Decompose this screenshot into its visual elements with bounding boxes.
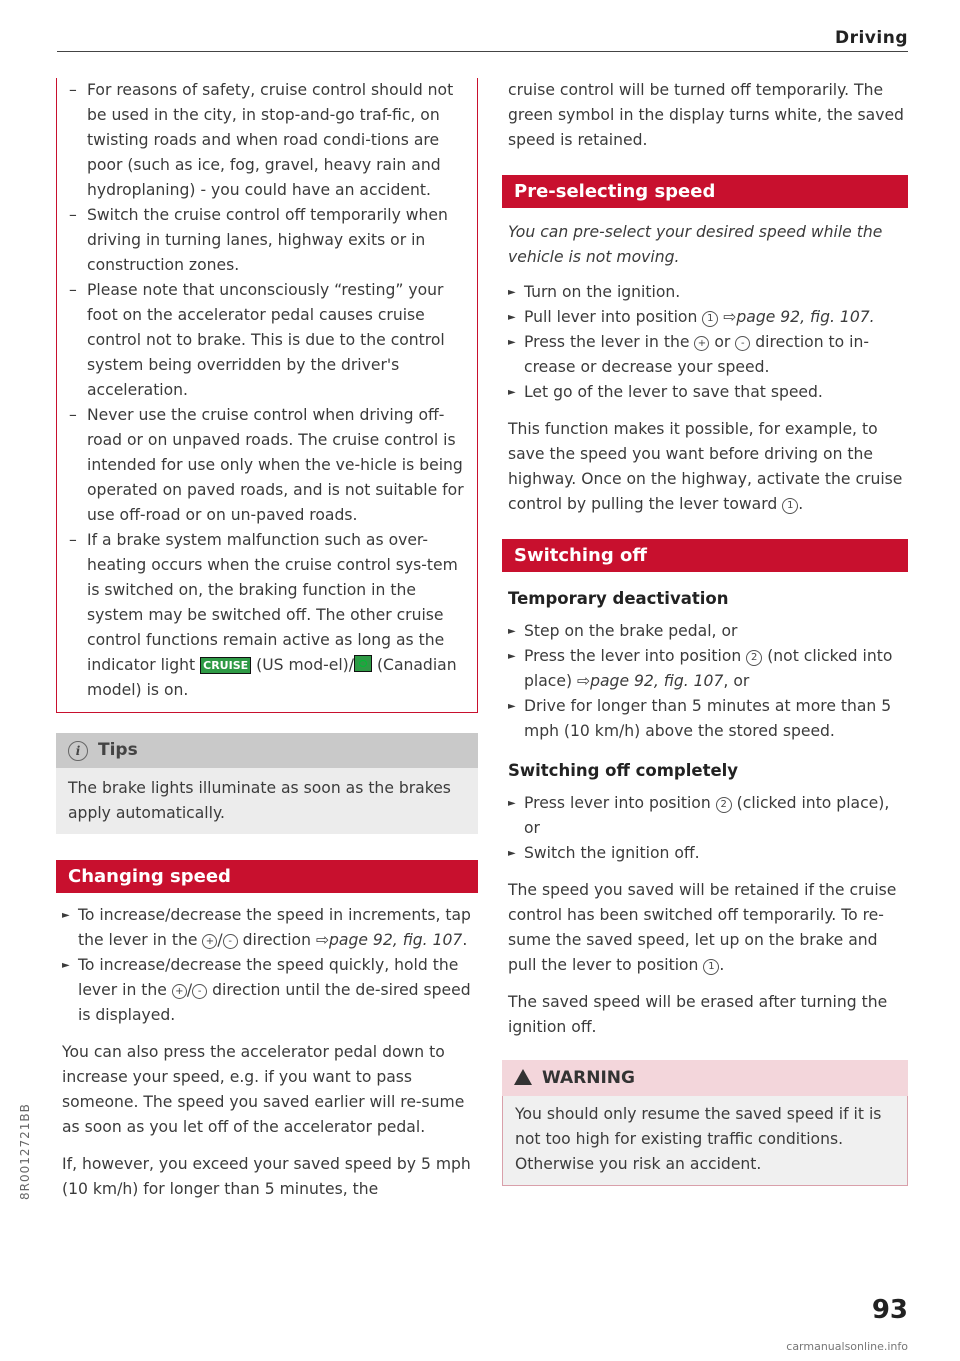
paragraph: The speed you saved will be retained if the cruise control has been switched off temporarily. To re-sume the saved speed, let up on the brake and pull the lever to position 1 . [508,881,897,974]
step-item: ► Turn on the ignition. [508,280,908,305]
step-item: ► Drive for longer than 5 minutes at more than 5 mph (10 km/h) above the stored speed. [508,694,908,744]
section-heading-pre-selecting-speed: Pre-selecting speed [502,175,908,208]
paragraph: cruise control will be turned off temporarily. The green symbol in the display turns white, the saved speed is retained. [508,81,904,149]
warning-continued-box [56,78,478,713]
document-code: 8R0012721BB [18,1103,32,1200]
tips-header: i Tips [56,733,478,768]
section-heading-switching-off: Switching off [502,539,908,572]
position-2-icon: 2 [746,650,762,666]
page-number: 93 [871,1295,908,1325]
page-reference[interactable]: page 92, fig. 107. [736,308,875,326]
step-item: ► Press lever into position 2 (clicked into place), or [508,791,908,841]
watermark: carmanualsonline.info [786,1340,908,1353]
arrow-ref-icon: ⇨ [723,308,737,326]
paragraph: The saved speed will be erased after turning the ignition off. [508,993,888,1036]
step-item: ► Step on the brake pedal, or [508,619,908,644]
minus-button-icon: - [223,934,238,949]
right-column [508,78,908,1186]
paragraph: If, however, you exceed your saved speed by 5 mph (10 km/h) for longer than 5 minutes, the [62,1155,471,1198]
section-heading-changing-speed: Changing speed [56,860,478,893]
warning-header: WARNING [502,1060,908,1096]
running-head: Driving [834,28,908,48]
warning-item: – Please note that unconsciously “resting” your foot on the accelerator pedal causes cruise control not to brake. This is due to the control system being overridden by the driver's acceleration. [69,278,467,403]
top-rule [57,51,908,52]
step-item: ► Let go of the lever to save that speed. [508,380,908,405]
step-item: ► To increase/decrease the speed quickly, hold the lever in the + / - direction until the de-sired speed is displayed. [62,953,478,1028]
paragraph: This function makes it possible, for example, to save the speed you want before driving on the highway. Once on the highway, activate the cruise control by pulling the lever toward 1 . [508,420,903,513]
warning-item: – Never use the cruise control when driving off-road or on unpaved roads. The cruise control is intended for use only when the ve-hicle is being operated on paved roads, and is not suitable for use off-road or on un-paved roads. [69,403,467,528]
position-2-icon: 2 [716,797,732,813]
pre-select-steps [508,280,908,405]
step-item: ► Pull lever into position 1 ⇨page 92, fig. 107. [508,305,908,330]
page-reference[interactable]: page 92, fig. 107 [590,672,724,690]
warning-item: – For reasons of safety, cruise control should not be used in the city, in stop-and-go traf-fic, on twisting roads and when road condi-tions are poor (such as ice, fog, gravel, heavy rain and hydroplaning) - you could have an accident. [69,78,467,203]
left-column [62,78,478,1202]
complete-switch-off-steps [508,791,908,866]
plus-button-icon: + [694,336,709,351]
cruise-indicator-icon: CRUISE [200,657,251,674]
minus-button-icon: - [192,984,207,999]
step-item: ► Press the lever into position 2 (not clicked into place) ⇨page 92, fig. 107, or [508,644,908,694]
intro-paragraph: You can pre-select your desired speed while the vehicle is not moving. [508,223,883,266]
step-item: ► To increase/decrease the speed in increments, tap the lever in the + / - direction ⇨page 92, fig. 107. [62,903,478,953]
plus-button-icon: + [172,984,187,999]
arrow-ref-icon: ⇨ [577,672,591,690]
subheading-switching-off-completely: Switching off completely [508,761,739,780]
warning-list [69,78,467,703]
paragraph: You can also press the accelerator pedal down to increase your speed, e.g. if you want to pass someone. The speed you saved earlier will re-sume as soon as you let off of the accelerator pedal. [62,1043,465,1136]
minus-button-icon: - [735,336,750,351]
warning-body: You should only resume the saved speed if it is not too high for existing traffic conditions. Otherwise you risk an accident. [502,1096,908,1186]
page-reference[interactable]: page 92, fig. 107 [329,931,463,949]
info-icon: i [68,741,88,761]
warning-item: – If a brake system malfunction such as over-heating occurs when the cruise control sys-tem is switched on, the braking function in the system may be switched off. The other cruise control functions remain active as long as the indicator light CRUISE (US mod-el)/ (Canadian model) is on. [69,528,467,703]
warning-item: – Switch the cruise control off temporarily when driving in turning lanes, highway exits or in construction zones. [69,203,467,278]
canadian-cruise-indicator-icon [354,655,372,672]
plus-button-icon: + [202,934,217,949]
arrow-ref-icon: ⇨ [315,931,330,949]
position-1-icon: 1 [782,498,798,514]
warning-triangle-icon [514,1069,532,1085]
step-item: ► Switch the ignition off. [508,841,908,866]
tips-body: The brake lights illuminate as soon as the brakes apply automatically. [56,768,478,834]
changing-speed-steps [62,903,478,1028]
position-1-icon: 1 [702,311,718,327]
step-item: ► Press the lever in the + or - direction to in-crease or decrease your speed. [508,330,908,380]
temporary-deactivation-steps [508,619,908,744]
subheading-temporary-deactivation: Temporary deactivation [508,589,729,608]
position-1-icon: 1 [703,959,719,975]
